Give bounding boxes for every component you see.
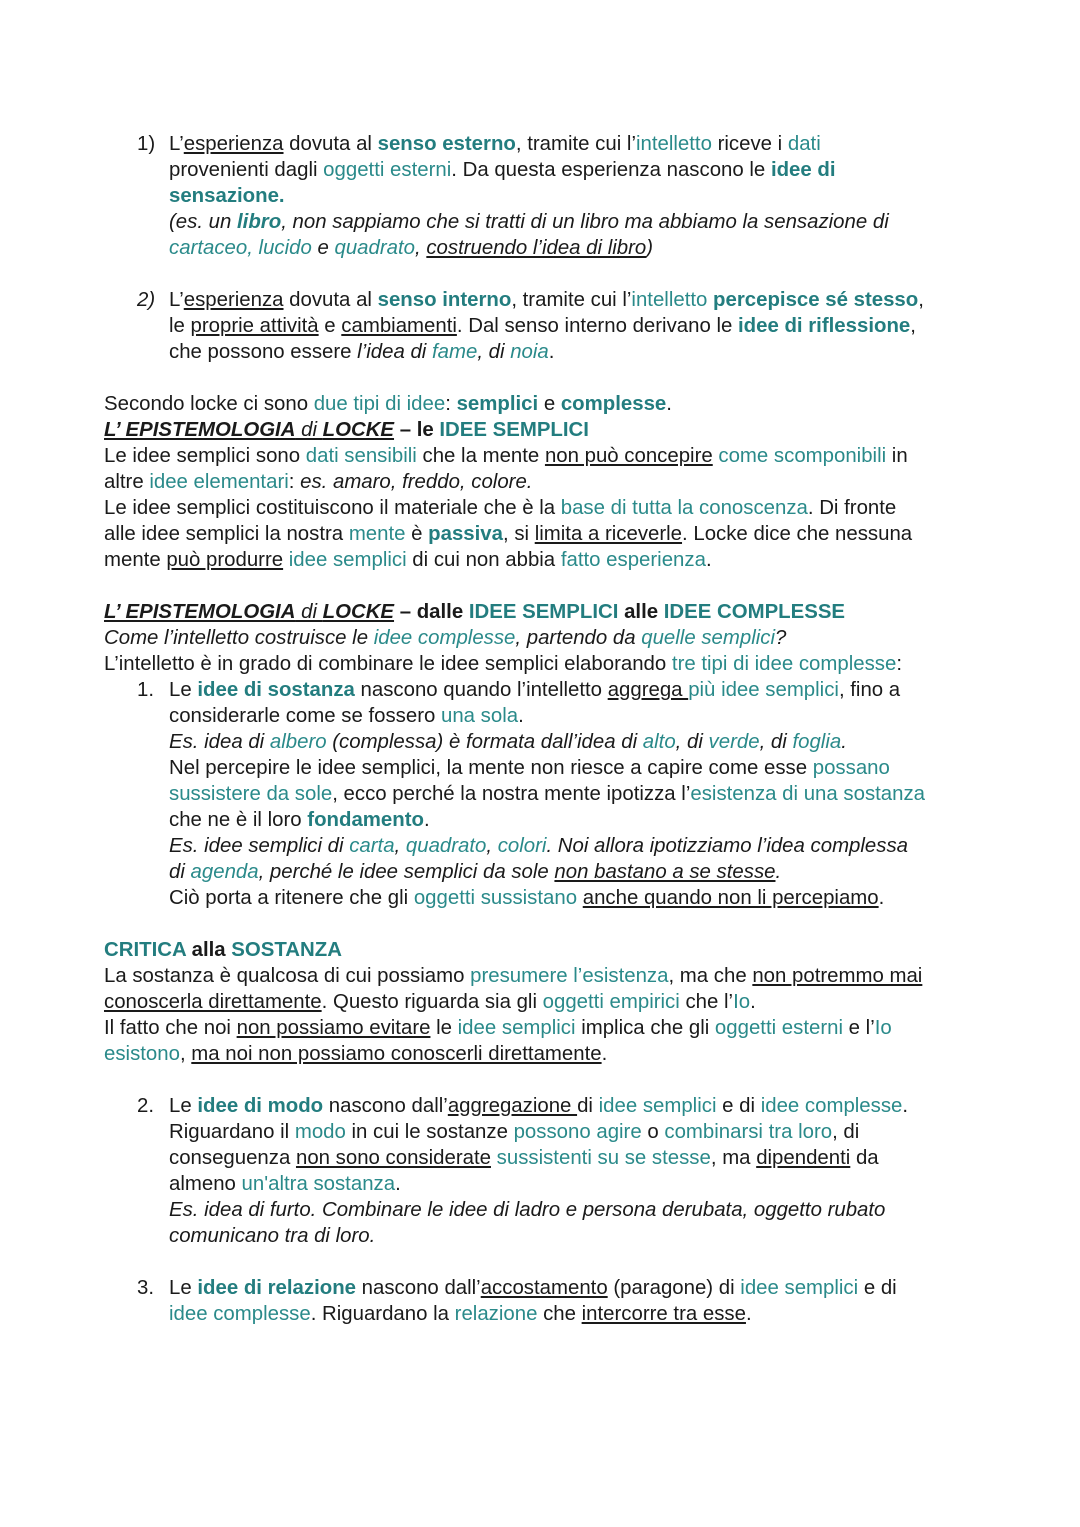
- text-line: che ne è il loro fondamento.: [169, 809, 430, 831]
- text-line: Ciò porta a ritenere che gli oggetti sussistano anche quando non li percepiamo.: [169, 887, 885, 909]
- text-line: Le idee semplici sono dati sensibili che la mente non può concepire come scomponibili in: [104, 445, 908, 467]
- document-body: [104, 131, 1004, 1327]
- text-line: almeno un'altra sostanza.: [169, 1173, 401, 1195]
- text-line: Le idee di modo nascono dall’aggregazione di idee semplici e di idee complesse.: [169, 1095, 909, 1117]
- list-number: 2): [137, 289, 156, 311]
- text-line: che possono essere l’idea di fame, di noia.: [169, 341, 555, 363]
- text-line: conseguenza non sono considerate sussistenti su se stesse, ma dipendenti da: [169, 1147, 879, 1169]
- text-line: conoscerla direttamente. Questo riguarda sia gli oggetti empirici che l’Io.: [104, 991, 756, 1013]
- text-line: sensazione.: [169, 185, 285, 207]
- text-line: Nel percepire le idee semplici, la mente non riesce a capire come esse possano: [169, 757, 890, 779]
- text-line: Riguardano il modo in cui le sostanze possono agire o combinarsi tra loro, di: [169, 1121, 860, 1143]
- section-heading-critica: CRITICA alla SOSTANZA: [104, 939, 342, 961]
- example-line: Es. idea di albero (complessa) è formata dall’idea di alto, di verde, di foglia.: [169, 731, 847, 753]
- example-line: cartaceo, lucido e quadrato, costruendo l’idea di libro): [169, 237, 654, 259]
- list-item-idee-di-modo: [104, 1093, 1004, 1249]
- section-heading-idee-semplici: L’ EPISTEMOLOGIA di LOCKE – le IDEE SEMPLICI: [104, 419, 589, 441]
- text-line: Le idee semplici costituiscono il materiale che è la base di tutta la conoscenza. Di fronte: [104, 497, 897, 519]
- text-line: Le idee di relazione nascono dall’accostamento (paragone) di idee semplici e di: [169, 1277, 897, 1299]
- example-line: Es. idea di furto. Combinare le idee di ladro e persona derubata, oggetto rubato: [169, 1199, 886, 1221]
- text-line: idee complesse. Riguardano la relazione che intercorre tra esse.: [169, 1303, 752, 1325]
- text-line: L’esperienza dovuta al senso interno, tramite cui l’intelletto percepisce sé stesso,: [169, 289, 924, 311]
- text-line: alle idee semplici la nostra mente è passiva, si limita a riceverle. Locke dice che nessuna: [104, 523, 913, 545]
- text-line: provenienti dagli oggetti esterni. Da questa esperienza nascono le idee di: [169, 159, 836, 181]
- section-heading-idee-complesse: L’ EPISTEMOLOGIA di LOCKE – dalle IDEE SEMPLICI alle IDEE COMPLESSE: [104, 601, 846, 623]
- text-line: La sostanza è qualcosa di cui possiamo presumere l’esistenza, ma che non potremmo mai: [104, 965, 923, 987]
- text-line: Il fatto che noi non possiamo evitare le idee semplici implica che gli oggetti esterni e l’Io: [104, 1017, 892, 1039]
- text-line: Secondo locke ci sono due tipi di idee: semplici e complesse.: [104, 393, 672, 415]
- text-line: esistono, ma noi non possiamo conoscerli direttamente.: [104, 1043, 608, 1065]
- question-line: Come l’intelletto costruisce le idee complesse, partendo da quelle semplici?: [104, 627, 787, 649]
- list-item-idee-di-relazione: [104, 1275, 1004, 1327]
- list-number: 3.: [137, 1277, 155, 1299]
- example-line: (es. un libro, non sappiamo che si tratti di un libro ma abbiamo la sensazione di: [169, 211, 889, 233]
- list-number: 2.: [137, 1095, 155, 1117]
- text-line: altre idee elementari: es. amaro, freddo, colore.: [104, 471, 533, 493]
- text-line: sussistere da sole, ecco perché la nostra mente ipotizza l’esistenza di una sostanza: [169, 783, 926, 805]
- example-line: Es. idee semplici di carta, quadrato, colori. Noi allora ipotizziamo l’idea complessa: [169, 835, 908, 857]
- example-line: di agenda, perché le idee semplici da sole non bastano a se stesse.: [169, 861, 782, 883]
- text-line: L’esperienza dovuta al senso esterno, tramite cui l’intelletto riceve i dati: [169, 133, 821, 155]
- text-line: considerarle come se fossero una sola.: [169, 705, 524, 727]
- example-line: comunicano tra di loro.: [169, 1225, 376, 1247]
- list-item-idee-di-sostanza: [104, 677, 1004, 911]
- list-number: 1.: [137, 679, 155, 701]
- text-line: le proprie attività e cambiamenti. Dal senso interno derivano le idee di riflessione,: [169, 315, 916, 337]
- text-line: mente può produrre idee semplici di cui non abbia fatto esperienza.: [104, 549, 712, 571]
- list-item-senso-esterno: [104, 131, 1004, 261]
- text-line: L’intelletto è in grado di combinare le idee semplici elaborando tre tipi di idee complesse:: [104, 653, 902, 675]
- list-item-senso-interno: [104, 287, 1004, 365]
- text-line: Le idee di sostanza nascono quando l’intelletto aggrega più idee semplici, fino a: [169, 679, 901, 701]
- list-number: 1): [137, 133, 156, 155]
